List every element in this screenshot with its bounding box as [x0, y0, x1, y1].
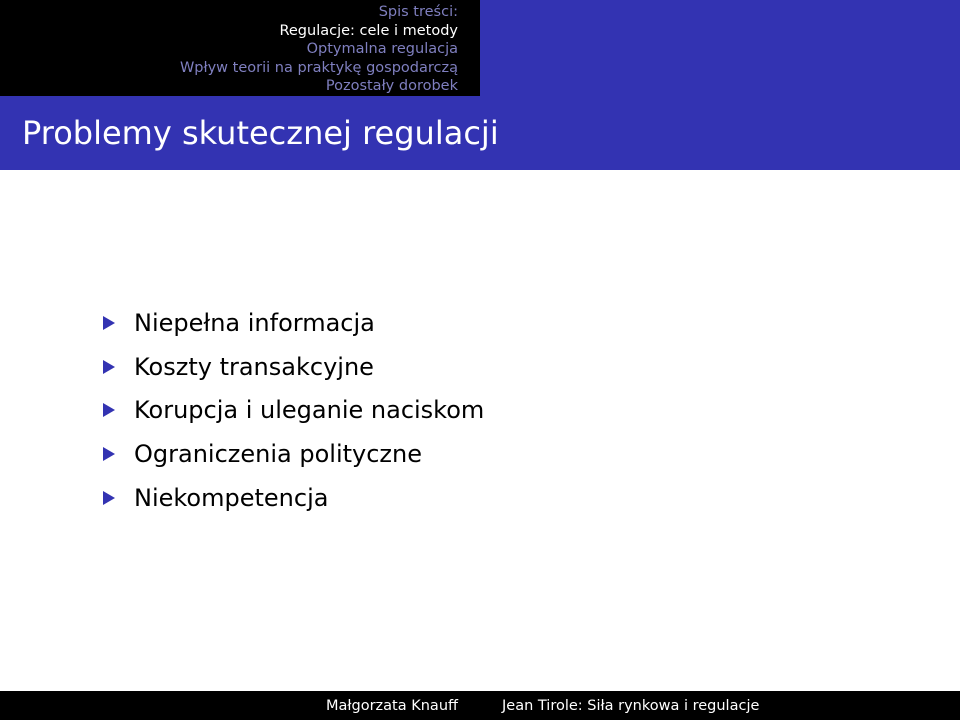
bullet-text: Niekompetencja: [134, 484, 329, 513]
page-title: Problemy skutecznej regulacji: [22, 114, 499, 152]
triangle-bullet-icon: [103, 403, 115, 417]
triangle-bullet-icon: [103, 360, 115, 374]
nav-item-theory-impact[interactable]: Wpływ teorii na praktykę gospodarczą: [179, 59, 458, 76]
section-navigation: [0, 0, 480, 96]
header-right-panel: [480, 0, 960, 96]
footer: [0, 691, 960, 720]
footer-author-box: [0, 691, 480, 720]
footer-talk-title: Jean Tirole: Siła rynkowa i regulacje: [502, 697, 760, 714]
triangle-bullet-icon: [103, 447, 115, 461]
nav-item-table-of-contents[interactable]: Spis treści:: [378, 4, 458, 20]
bullet-text: Koszty transakcyjne: [134, 352, 374, 381]
nav-item-regulation-goals-methods[interactable]: Regulacje: cele i metody: [279, 22, 458, 39]
bullet-text: Niepełna informacja: [134, 308, 375, 337]
bullet-text: Korupcja i uleganie naciskom: [134, 396, 485, 425]
slide-content: [103, 301, 863, 520]
list-item: [103, 476, 863, 520]
footer-author: Małgorzata Knauff: [326, 697, 458, 714]
frame-title-bar: [0, 96, 960, 170]
list-item: [103, 345, 863, 389]
triangle-bullet-icon: [103, 491, 115, 505]
list-item: [103, 301, 863, 345]
list-item: [103, 432, 863, 476]
nav-item-optimal-regulation[interactable]: Optymalna regulacja: [306, 41, 458, 58]
triangle-bullet-icon: [103, 316, 115, 330]
header-navigation: [0, 0, 960, 96]
bullet-list: [103, 301, 863, 520]
footer-title-box: [480, 691, 960, 720]
nav-item-other-achievements[interactable]: Pozostały dorobek: [325, 78, 458, 95]
bullet-text: Ograniczenia polityczne: [134, 440, 422, 469]
list-item: [103, 389, 863, 433]
